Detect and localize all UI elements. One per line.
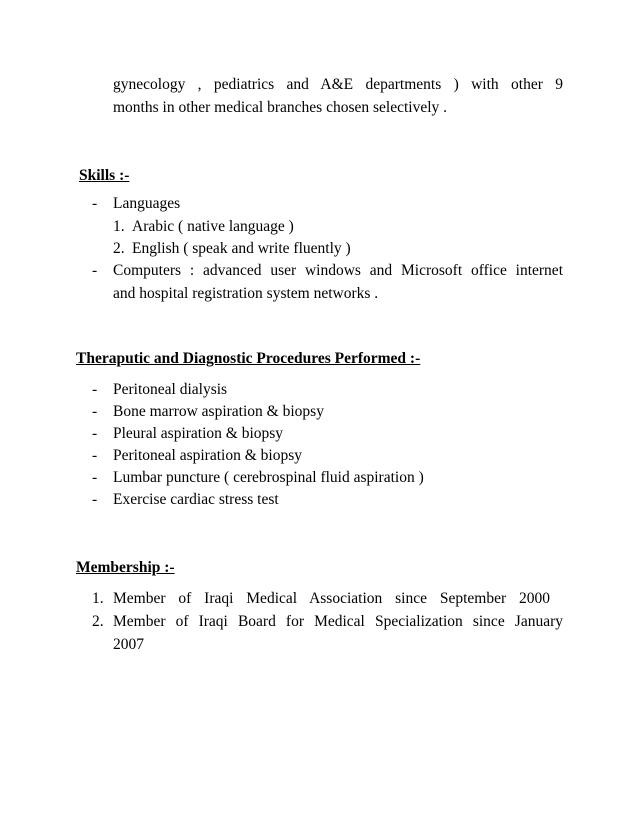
procedure-item [0, 467, 638, 489]
intro-line-1: gynecology , pediatrics and A&E departments ) with other 9 [113, 76, 563, 93]
list-number: 1. [92, 590, 104, 607]
procedure-text: Peritoneal dialysis [113, 381, 228, 398]
procedure-item [0, 489, 638, 511]
list-number: 1. [113, 218, 125, 235]
intro-paragraph [113, 73, 563, 119]
bullet-dash: - [92, 262, 98, 279]
intro-line-2: months in other medical branches chosen selectively . [113, 99, 448, 116]
bullet-dash: - [92, 195, 98, 212]
procedure-text: Pleural aspiration & biopsy [113, 425, 284, 442]
list-item-computers-continued [0, 283, 638, 305]
procedure-item [0, 379, 638, 401]
language-text: Arabic ( native language ) [132, 218, 294, 235]
procedure-item [0, 423, 638, 445]
computers-line-1: Computers : advanced user windows and Microsoft office internet [113, 262, 563, 279]
membership-heading: Membership :- [76, 559, 175, 576]
languages-label: Languages [113, 195, 181, 212]
membership-item-1 [0, 588, 638, 610]
bullet-dash: - [92, 381, 98, 398]
list-number: 2. [92, 613, 104, 630]
procedure-text: Lumbar puncture ( cerebrospinal fluid aspiration ) [113, 469, 424, 486]
list-item-computers [0, 260, 638, 282]
membership-text-line-1: Member of Iraqi Board for Medical Specialization since January [113, 613, 563, 630]
bullet-dash: - [92, 425, 98, 442]
membership-text: Member of Iraqi Medical Association since September 2000 [113, 590, 550, 607]
procedure-text: Exercise cardiac stress test [113, 491, 279, 508]
list-item-language-2 [0, 238, 638, 260]
bullet-dash: - [92, 491, 98, 508]
list-item-language-1 [0, 216, 638, 238]
membership-item-2-continued [0, 634, 638, 656]
skills-heading: Skills :- [79, 167, 130, 184]
procedure-text: Peritoneal aspiration & biopsy [113, 447, 302, 464]
language-text: English ( speak and write fluently ) [132, 240, 351, 257]
list-item-languages [0, 193, 638, 215]
membership-item-2 [0, 611, 638, 633]
procedures-heading: Theraputic and Diagnostic Procedures Performed :- [76, 350, 421, 367]
procedure-text: Bone marrow aspiration & biopsy [113, 403, 324, 420]
bullet-dash: - [92, 447, 98, 464]
computers-line-2: and hospital registration system networks . [113, 285, 379, 302]
membership-text-line-2: 2007 [113, 636, 144, 653]
procedure-item [0, 401, 638, 423]
bullet-dash: - [92, 469, 98, 486]
bullet-dash: - [92, 403, 98, 420]
procedure-item [0, 445, 638, 467]
list-number: 2. [113, 240, 125, 257]
